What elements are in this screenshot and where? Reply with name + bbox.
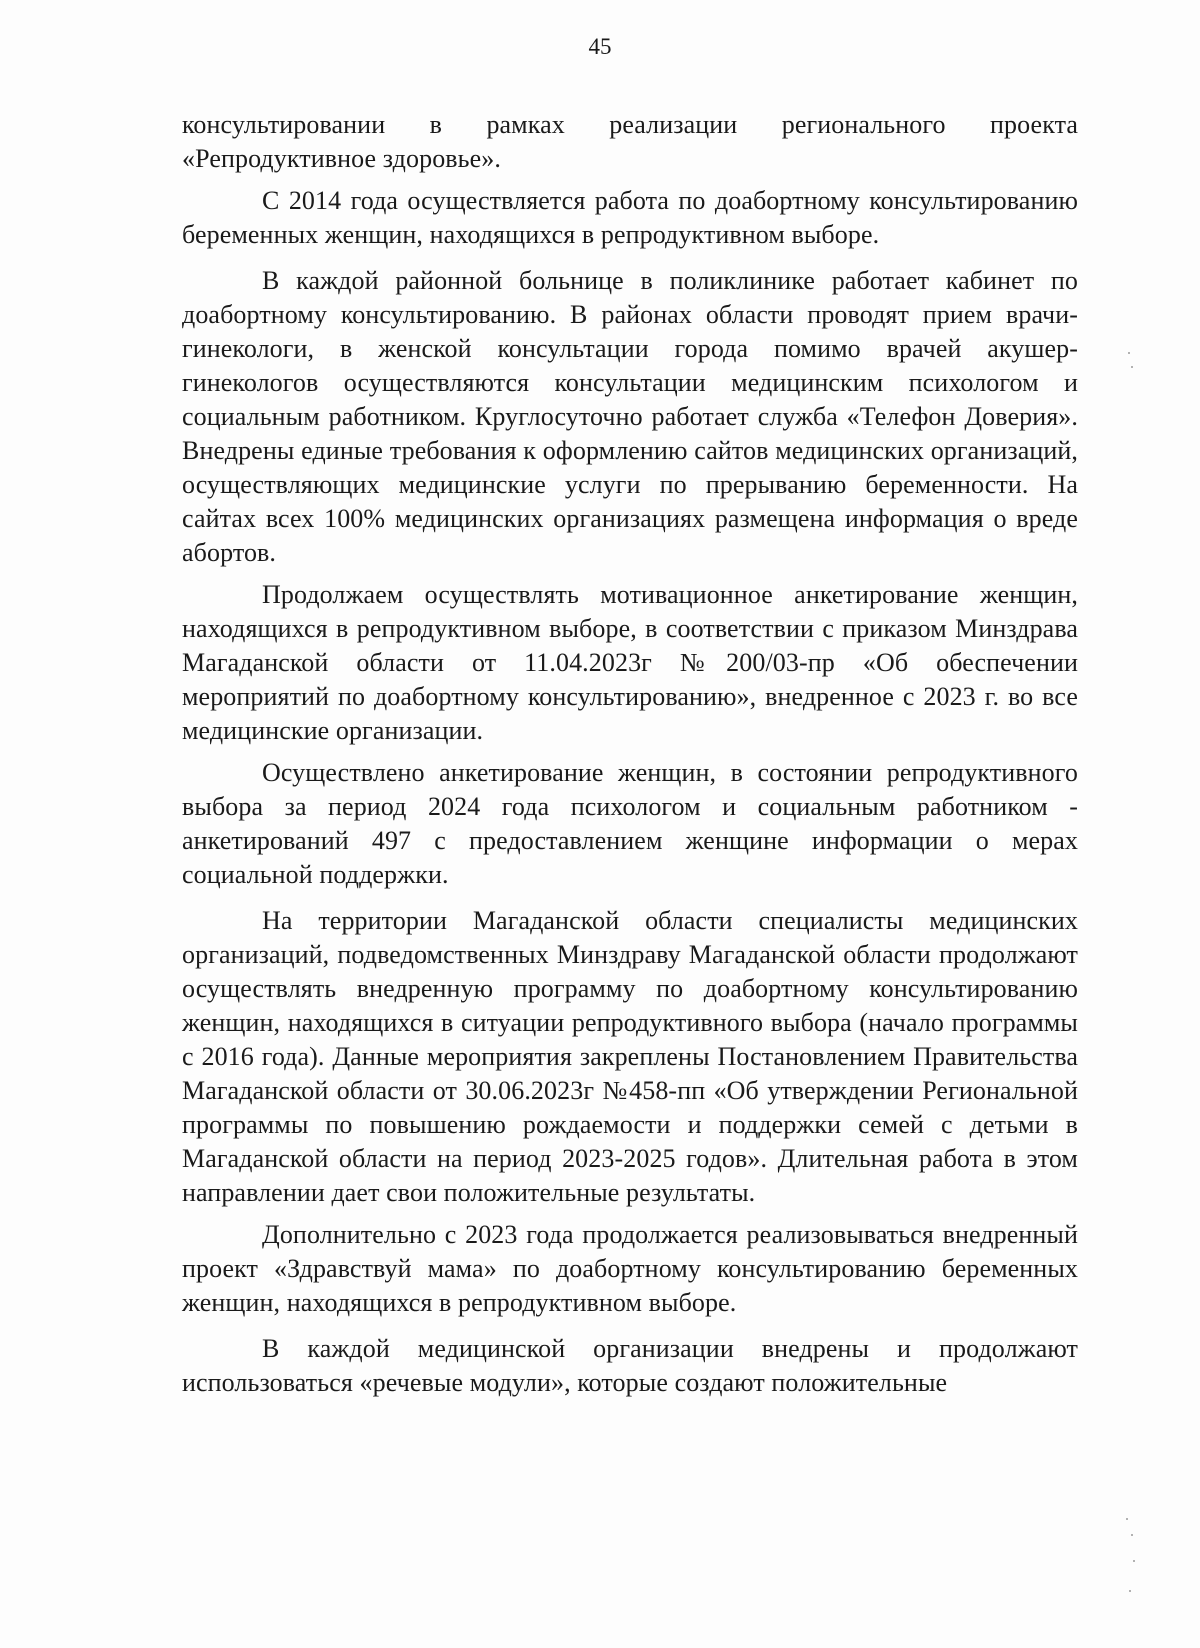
scan-speck <box>1128 352 1130 354</box>
scan-speck <box>1133 1560 1135 1562</box>
scan-speck <box>1129 1590 1131 1592</box>
page-number: 45 <box>588 34 612 59</box>
paragraph-8: В каждой медицинской организации внедрены и продолжают использоваться «речевые модули», которые создают положительные <box>182 1334 1078 1397</box>
paragraph-4: Продолжаем осуществлять мотивационное анкетирование женщин, находящихся в репродуктивном выборе, в соответствии с приказом Минздрава Магаданской области от 11.04.2023г №200/03-пр «Об обеспечении мероприятий по доабортному консультированию», внедренное с 2023 г. во все медицинские организации. <box>182 580 1078 745</box>
scan-speck <box>1131 1534 1133 1536</box>
scan-speck <box>1126 1518 1128 1520</box>
paragraph-6: На территории Магаданской области специалисты медицинских организаций, подведомственных Минздраву Магаданской области продолжают осуществлять внедренную программу по доабортному консультированию женщин, находящихся в ситуации репродуктивного выбора (начало программы с 2016 года). Данные мероприятия закреплены Постановлением Правительства Магаданской области от 30.06.2023г №458-пп «Об утверждении Региональной программы по повышению рождаемости и поддержки семей с детьми в Магаданской области на период 2023-2025 годов». Длительная работа в этом направлении дает свои положительные результаты. <box>182 906 1078 1207</box>
paragraph-3: В каждой районной больнице в поликлинике работает кабинет по доабортному консультированию. В районах области проводят прием врачи-гинекологи, в женской консультации города помимо врачей акушер-гинекологов осуществляются консультации медицинским психологом и социальным работником. Круглосуточно работает служба «Телефон Доверия». Внедрены единые требования к оформлению сайтов медицинских организаций, осуществляющих медицинские услуги по прерыванию беременности. На сайтах всех 100% медицинских организациях размещена информация о вреде абортов. <box>182 266 1078 567</box>
paragraph-5: Осуществлено анкетирование женщин, в состоянии репродуктивного выбора за период 2024 года психологом и социальным работником - анкетирований 497 с предоставлением женщине информации о мерах социальной поддержки. <box>182 758 1078 889</box>
paragraph-7: Дополнительно с 2023 года продолжается реализовываться внедренный проект «Здравствуй мама» по доабортному консультированию беременных женщин, находящихся в репродуктивном выборе. <box>182 1220 1078 1317</box>
paragraph-1: консультировании в рамках реализации регионального проекта «Репродуктивное здоровье». <box>182 110 1078 173</box>
scan-speck <box>1131 366 1133 368</box>
document-body <box>182 108 1078 1402</box>
paragraph-2: С 2014 года осуществляется работа по доабортному консультированию беременных женщин, находящихся в репродуктивном выборе. <box>182 186 1078 249</box>
